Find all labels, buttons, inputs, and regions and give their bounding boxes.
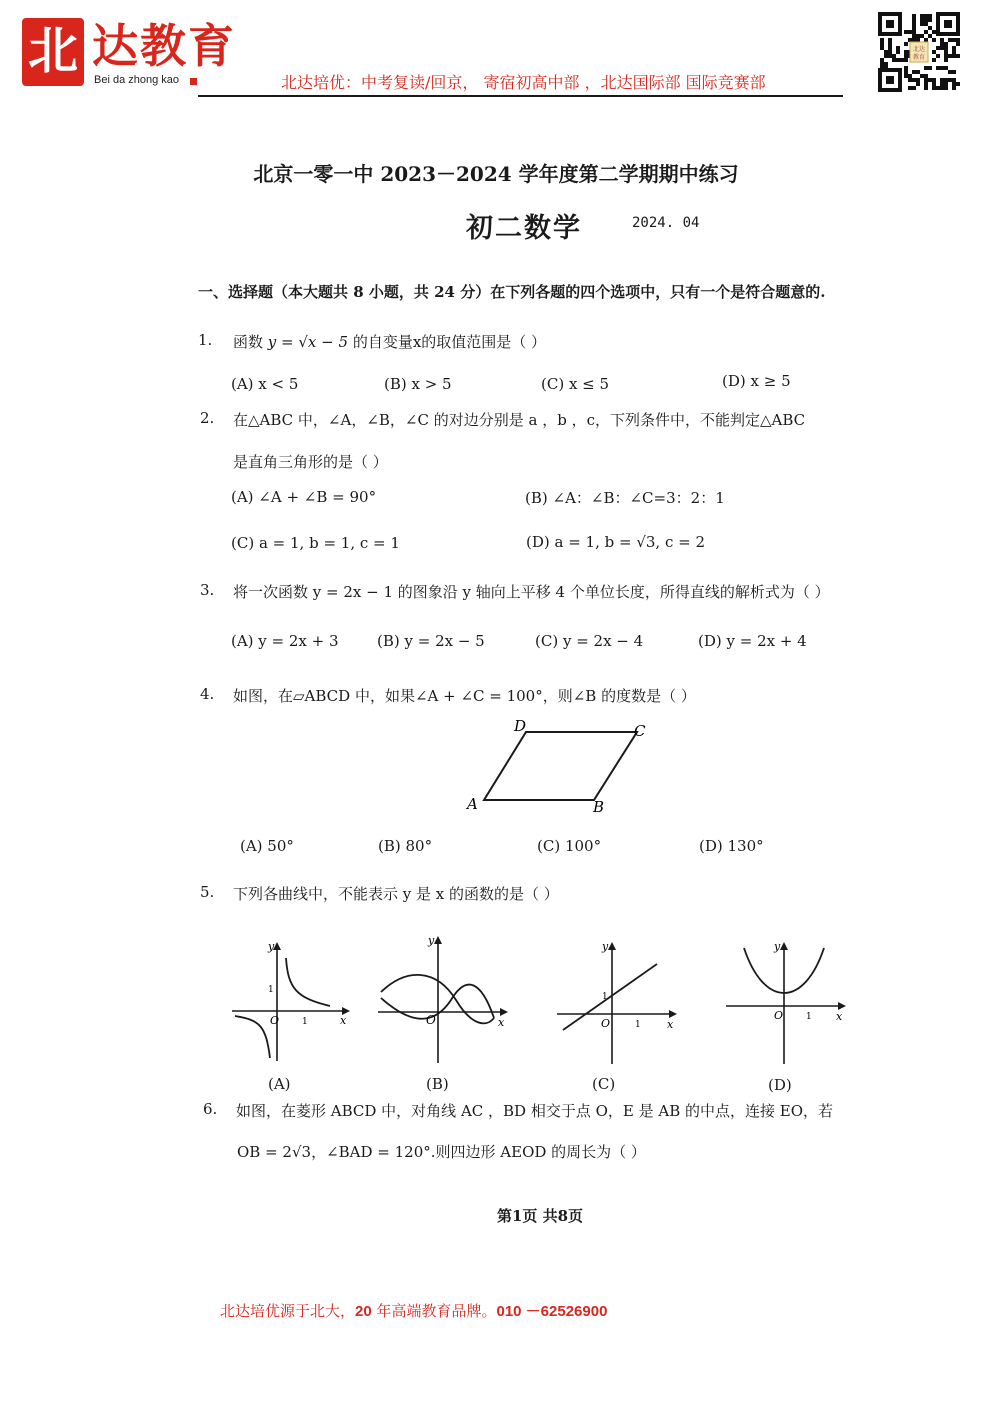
svg-text:教育: 教育 xyxy=(912,54,926,61)
vertex-label-a: A xyxy=(467,795,478,813)
qr-module xyxy=(932,58,936,62)
qr-module xyxy=(888,54,892,58)
qr-module xyxy=(912,34,916,38)
qr-module xyxy=(952,78,956,82)
qr-module xyxy=(916,82,920,86)
qr-module xyxy=(940,42,944,46)
qr-module xyxy=(904,30,908,34)
qr-module xyxy=(908,74,912,78)
graph-a-origin: O xyxy=(270,1014,280,1027)
q4-option-c[interactable]: (C) 100° xyxy=(537,837,602,855)
vertex-label-d: D xyxy=(514,717,527,735)
vertex-label-c: C xyxy=(634,722,646,740)
graph-b-origin: O xyxy=(426,1013,436,1027)
q3-option-d[interactable]: (D) y = 2x + 4 xyxy=(698,632,807,650)
qr-module xyxy=(928,34,932,38)
q2-option-c[interactable]: (C) a = 1, b = 1, c = 1 xyxy=(231,534,400,552)
qr-module xyxy=(928,78,932,82)
brand-subtitle: Bei da zhong kao xyxy=(94,74,180,86)
qr-module xyxy=(932,30,936,34)
qr-module xyxy=(932,86,936,90)
qr-module xyxy=(928,66,932,70)
qr-module xyxy=(904,66,908,70)
qr-module xyxy=(940,38,944,42)
qr-module xyxy=(944,82,948,86)
graph-a-y-label: y xyxy=(268,940,275,953)
qr-module xyxy=(940,86,944,90)
exam-title: 北京一零一中 2023－2024 学年度第二学期期中练习 xyxy=(253,162,739,186)
qr-module xyxy=(924,18,928,22)
qr-module xyxy=(900,58,904,62)
qr-module xyxy=(928,26,932,30)
qr-module xyxy=(908,30,912,34)
qr-module xyxy=(952,50,956,54)
qr-module xyxy=(888,38,892,42)
qr-module xyxy=(904,74,908,78)
qr-module xyxy=(956,54,960,58)
qr-module xyxy=(952,82,956,86)
qr-module xyxy=(920,34,924,38)
q4-stem: 如图，在▱ABCD 中，如果∠A + ∠C = 100°，则∠B 的度数是（ ） xyxy=(233,687,696,705)
footer-phone: 010 －62526900 xyxy=(496,1303,608,1320)
parallelogram-shape xyxy=(484,732,637,800)
qr-module xyxy=(924,82,928,86)
qr-module xyxy=(896,58,900,62)
qr-module xyxy=(920,18,924,22)
graph-a xyxy=(230,938,355,1063)
qr-module xyxy=(956,38,960,42)
qr-module xyxy=(892,58,896,62)
qr-module xyxy=(892,54,896,58)
graph-c-tick-x: 1 xyxy=(635,1020,641,1030)
qr-module xyxy=(924,66,928,70)
header-banner: 北达培优：中考复读/回京， 寄宿初高中部 ，北达国际部 国际竞赛部 xyxy=(281,73,766,92)
section-heading: 一、选择题（本大题共 8 小题，共 24 分）在下列各题的四个选项中，只有一个是符合题意的. xyxy=(198,283,826,301)
q1-stem xyxy=(233,331,546,352)
qr-module xyxy=(912,14,916,18)
graph-d xyxy=(724,938,854,1066)
q2-option-a[interactable]: (A) ∠A + ∠B = 90° xyxy=(231,488,377,506)
qr-module xyxy=(912,38,916,42)
qr-module xyxy=(880,46,884,50)
q1-option-a[interactable]: (A) x < 5 xyxy=(231,375,299,393)
qr-module xyxy=(920,22,924,26)
graph-c-y-label: y xyxy=(602,940,609,953)
qr-module xyxy=(940,82,944,86)
q5-option-a[interactable]: (A) xyxy=(268,1075,291,1093)
qr-module xyxy=(908,38,912,42)
q2-number: 2. xyxy=(200,409,215,427)
qr-module xyxy=(916,78,920,82)
qr-module xyxy=(944,54,948,58)
qr-module xyxy=(888,50,892,54)
qr-module xyxy=(952,46,956,50)
qr-module xyxy=(944,86,948,90)
qr-module xyxy=(928,18,932,22)
qr-module xyxy=(912,78,916,82)
q2-option-b[interactable]: (B) ∠A：∠B：∠C=3：2：1 xyxy=(525,489,725,507)
page-number: 第1页 共8页 xyxy=(496,1207,584,1225)
footer-ad-num: 20 xyxy=(355,1303,372,1320)
q4-option-b[interactable]: (B) 80° xyxy=(378,837,433,855)
qr-center-label: 北达 xyxy=(912,46,926,53)
qr-module xyxy=(916,38,920,42)
qr-module xyxy=(888,46,892,50)
qr-module xyxy=(944,66,948,70)
qr-module xyxy=(956,82,960,86)
qr-module xyxy=(936,54,940,58)
qr-module xyxy=(956,42,960,46)
graph-b-x-label: x xyxy=(498,1016,505,1029)
q4-option-d[interactable]: (D) 130° xyxy=(699,837,764,855)
vertex-label-b: B xyxy=(593,798,605,816)
footer-ad-mid: 年高端教育品牌。 xyxy=(371,1302,497,1320)
qr-module xyxy=(928,14,932,18)
graph-c-x-label: x xyxy=(667,1018,674,1031)
graph-d-y-label: y xyxy=(774,940,781,953)
brand-dot xyxy=(190,78,197,85)
graph-a-x-label: x xyxy=(340,1014,347,1027)
q5-option-d[interactable]: (D) xyxy=(768,1076,792,1094)
qr-module xyxy=(896,46,900,50)
qr-module xyxy=(948,78,952,82)
qr-module xyxy=(912,18,916,22)
qr-module xyxy=(940,78,944,82)
qr-module xyxy=(952,38,956,42)
q1-stem-math: y = √x − 5 xyxy=(267,333,349,351)
footer-ad-pre: 北达培优源于北大， xyxy=(220,1302,356,1320)
qr-module xyxy=(932,78,936,82)
qr-module xyxy=(912,30,916,34)
qr-module xyxy=(912,22,916,26)
qr-module xyxy=(932,82,936,86)
qr-module xyxy=(912,86,916,90)
q6-stem-line2: OB = 2√3，∠BAD = 120°.则四边形 AEOD 的周长为（ ） xyxy=(237,1143,646,1161)
q2-stem-line2: 是直角三角形的是（ ） xyxy=(233,453,388,471)
qr-module xyxy=(904,42,908,46)
qr-module xyxy=(888,42,892,46)
qr-module xyxy=(952,86,956,90)
qr-module xyxy=(904,58,908,62)
qr-module xyxy=(936,86,940,90)
qr-module xyxy=(924,74,928,78)
exam-date: 2024. 04 xyxy=(632,215,700,231)
q2-option-d[interactable]: (D) a = 1, b = √3, c = 2 xyxy=(526,533,706,551)
qr-module xyxy=(916,70,920,74)
qr-module xyxy=(880,62,884,66)
q1-option-c[interactable]: (C) x ≤ 5 xyxy=(541,375,610,393)
qr-module xyxy=(940,46,944,50)
qr-module xyxy=(924,78,928,82)
q1-stem-pre: 函数 xyxy=(233,333,264,351)
qr-module xyxy=(924,14,928,18)
qr-module xyxy=(952,70,956,74)
q1-option-d[interactable]: (D) x ≥ 5 xyxy=(722,372,791,390)
qr-module xyxy=(936,46,940,50)
brand-name: 达教育 xyxy=(92,19,236,73)
header-divider xyxy=(198,95,843,97)
q1-option-b[interactable]: (B) x > 5 xyxy=(384,375,452,393)
qr-module xyxy=(912,70,916,74)
q6-stem-line1: 如图，在菱形 ABCD 中，对角线 AC ，BD 相交于点 O，E 是 AB 的中点，连接 EO，若 xyxy=(236,1102,834,1120)
q5-option-b[interactable]: (B) xyxy=(426,1075,449,1093)
qr-module xyxy=(884,54,888,58)
q3-option-c[interactable]: (C) y = 2x − 4 xyxy=(535,632,644,650)
qr-module xyxy=(940,66,944,70)
footer-advert xyxy=(220,1300,607,1321)
qr-module xyxy=(884,62,888,66)
q3-number: 3. xyxy=(200,581,215,599)
qr-module xyxy=(920,14,924,18)
q4-number: 4. xyxy=(200,685,215,703)
q1-stem-post: 的自变量x的取值范围是（ ） xyxy=(352,333,547,351)
q2-stem-line1: 在△ABC 中，∠A，∠B，∠C 的对边分别是 a ，b ，c，下列条件中，不能判定△ABC xyxy=(233,411,806,429)
q3-option-b[interactable]: (B) y = 2x − 5 xyxy=(377,632,485,650)
qr-module xyxy=(924,38,928,42)
qr-module xyxy=(924,22,928,26)
qr-module xyxy=(896,50,900,54)
qr-module xyxy=(932,50,936,54)
q5-stem: 下列各曲线中，不能表示 y 是 x 的函数的是（ ） xyxy=(233,885,559,903)
qr-module xyxy=(944,50,948,54)
qr-module xyxy=(884,50,888,54)
qr-module xyxy=(880,38,884,42)
qr-module xyxy=(920,74,924,78)
graph-d-x-label: x xyxy=(836,1010,843,1023)
graph-c-tick-y: 1 xyxy=(602,992,608,1002)
qr-module xyxy=(948,38,952,42)
qr-module xyxy=(932,38,936,42)
qr-module xyxy=(904,54,908,58)
graph-b xyxy=(376,930,516,1065)
brand-logo-mark: 北 xyxy=(22,18,84,86)
graph-d-tick-x: 1 xyxy=(806,1012,812,1022)
qr-module xyxy=(880,58,884,62)
qr-module xyxy=(880,42,884,46)
qr-module xyxy=(916,34,920,38)
graph-b-y-label: y xyxy=(428,934,435,947)
q1-number: 1. xyxy=(198,331,213,349)
qr-module xyxy=(944,46,948,50)
parallelogram-figure xyxy=(462,712,662,822)
graph-d-origin: O xyxy=(774,1009,784,1022)
q3-option-a[interactable]: (A) y = 2x + 3 xyxy=(231,632,339,650)
graph-c-origin: O xyxy=(601,1017,611,1030)
qr-module xyxy=(944,78,948,82)
graph-a-tick-y: 1 xyxy=(268,985,274,995)
qr-module xyxy=(904,70,908,74)
qr-module xyxy=(944,42,948,46)
q6-number: 6. xyxy=(203,1100,218,1118)
qr-module xyxy=(904,50,908,54)
qr-module xyxy=(948,54,952,58)
qr-module xyxy=(936,66,940,70)
q4-option-a[interactable]: (A) 50° xyxy=(240,837,294,855)
graph-a-tick-x: 1 xyxy=(302,1017,308,1027)
q5-number: 5. xyxy=(200,883,215,901)
qr-module xyxy=(908,78,912,82)
graph-c xyxy=(555,938,685,1066)
qr-module xyxy=(924,30,928,34)
q5-option-c[interactable]: (C) xyxy=(592,1075,616,1093)
exam-subject: 初二数学 xyxy=(466,213,582,244)
qr-module xyxy=(952,54,956,58)
qr-module xyxy=(912,26,916,30)
q3-stem: 将一次函数 y = 2x − 1 的图象沿 y 轴向上平移 4 个单位长度，所得直线的解析式为（ ） xyxy=(233,583,830,601)
qr-code-icon xyxy=(878,12,960,92)
qr-module xyxy=(948,70,952,74)
qr-module xyxy=(908,86,912,90)
qr-module xyxy=(924,86,928,90)
qr-module xyxy=(944,58,948,62)
